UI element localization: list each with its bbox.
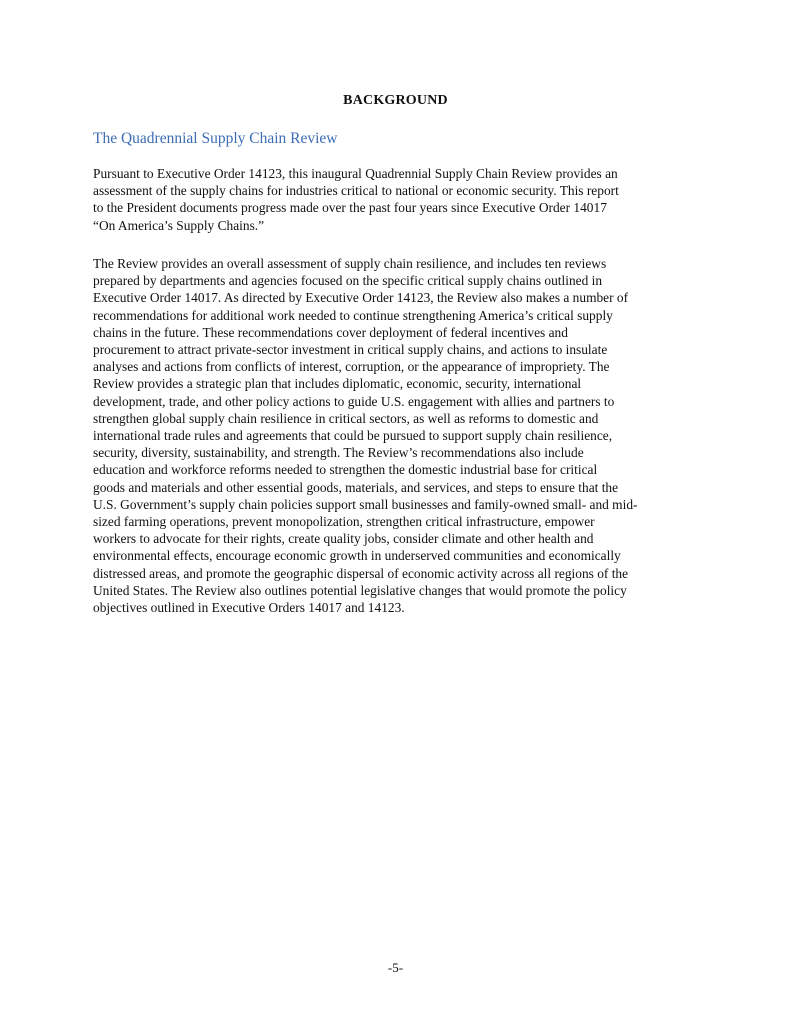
paragraph-1 xyxy=(93,165,703,234)
paragraph-line: development, trade, and other policy actions to guide U.S. engagement with allies and partners to xyxy=(93,393,615,409)
section-heading: BACKGROUND xyxy=(343,93,448,108)
paragraph-line: prepared by departments and agencies focused on the specific critical supply chains outlined in xyxy=(93,273,603,289)
paragraph-line: The Review provides an overall assessment of supply chain resilience, and includes ten reviews xyxy=(93,256,607,271)
page-number: -5- xyxy=(387,960,404,975)
paragraph-line: workers to advocate for their rights, create quality jobs, consider climate and other health and xyxy=(93,531,594,547)
paragraph-line: objectives outlined in Executive Orders 14017 and 14123. xyxy=(93,600,405,616)
subsection-heading: The Quadrennial Supply Chain Review xyxy=(93,130,338,147)
paragraph-line: Executive Order 14017. As directed by Executive Order 14123, the Review also makes a number of xyxy=(93,290,629,306)
paragraph-line: U.S. Government’s supply chain policies support small businesses and family-owned small- and mid- xyxy=(93,496,638,512)
paragraph-line: goods and materials and other essential goods, materials, and services, and steps to ensure that the xyxy=(93,479,619,495)
paragraph-line: Pursuant to Executive Order 14123, this inaugural Quadrennial Supply Chain Review provides an xyxy=(93,166,618,181)
paragraph-line: chains in the future. These recommendations cover deployment of federal incentives and xyxy=(93,324,568,340)
paragraph-line: “On America’s Supply Chains.” xyxy=(93,217,265,233)
paragraph-line: United States. The Review also outlines potential legislative changes that would promote the policy xyxy=(93,582,627,598)
paragraph-line: environmental effects, encourage economic growth in underserved communities and economically xyxy=(93,548,621,564)
paragraph-line: distressed areas, and promote the geographic dispersal of economic activity across all regions of the xyxy=(93,565,629,581)
paragraph-line: to the President documents progress made over the past four years since Executive Order 14017 xyxy=(93,200,607,216)
paragraph-line: Review provides a strategic plan that includes diplomatic, economic, security, international xyxy=(93,376,582,392)
paragraph-line: security, diversity, sustainability, and strength. The Review’s recommendations also include xyxy=(93,445,584,461)
paragraph-line: sized farming operations, prevent monopolization, strengthen critical infrastructure, empower xyxy=(93,514,595,530)
paragraph-2 xyxy=(93,255,703,616)
paragraph-line: assessment of the supply chains for industries critical to national or economic security. This report xyxy=(93,183,619,199)
paragraph-line: education and workforce reforms needed to strengthen the domestic industrial base for critical xyxy=(93,462,598,478)
paragraph-line: recommendations for additional work needed to continue strengthening America’s critical supply xyxy=(93,307,613,323)
paragraph-line: analyses and actions from conflicts of interest, corruption, or the appearance of impropriety. The xyxy=(93,359,610,375)
paragraph-line: strengthen global supply chain resilience in critical sectors, as well as reforms to domestic and xyxy=(93,410,599,426)
paragraph-line: international trade rules and agreements that could be pursued to support supply chain resilience, xyxy=(93,428,613,444)
paragraph-line: procurement to attract private-sector investment in critical supply chains, and actions to insulate xyxy=(93,342,608,358)
